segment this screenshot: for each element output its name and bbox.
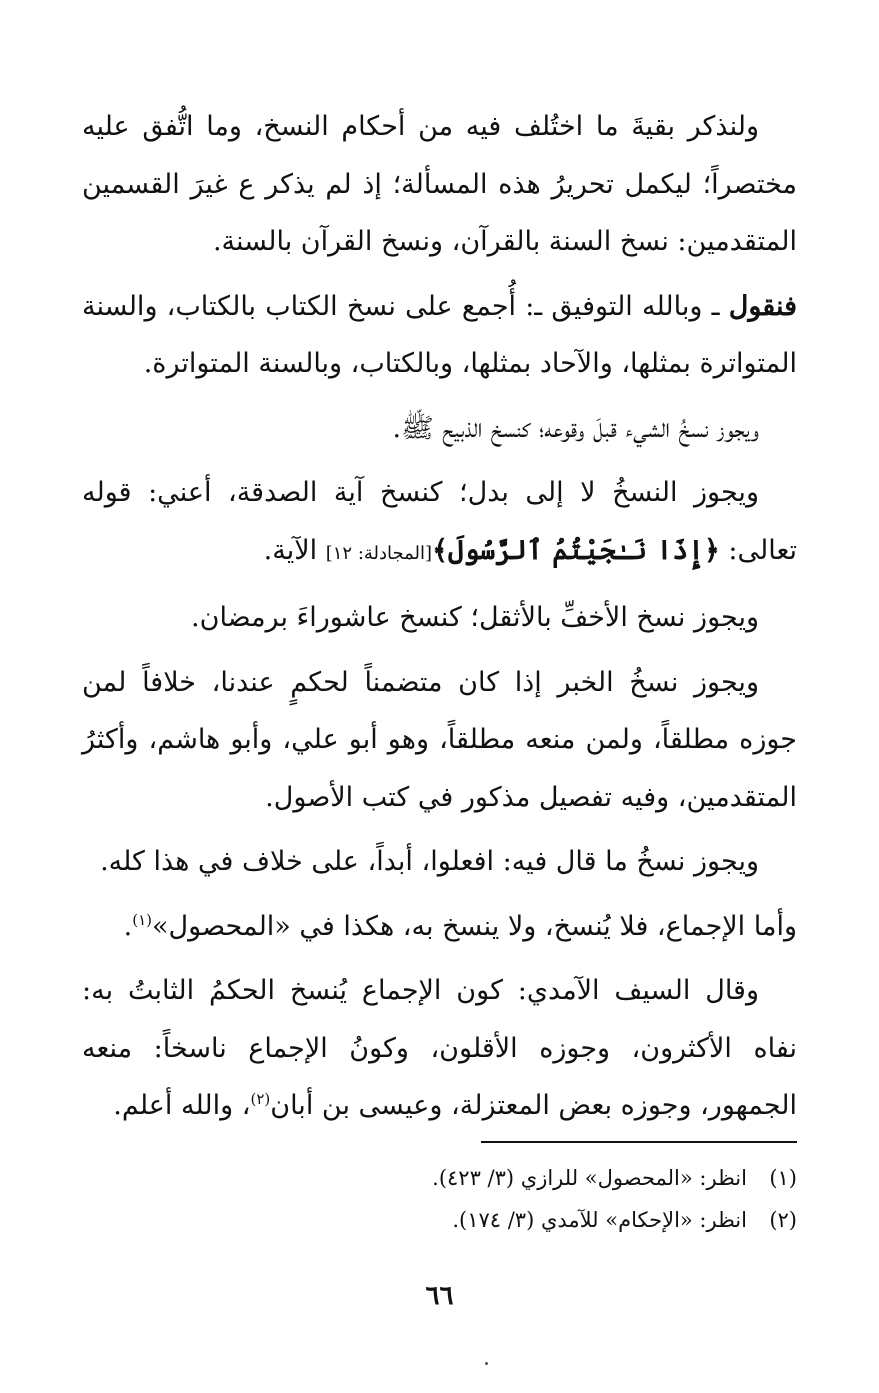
paragraph-text: ـ وبالله التوفيق ـ: أُجمع على نسخ الكتاب بالكتاب، والسنة المتواترة بمثلها، والآحاد بمثلها، وبالكتاب، وبالسنة المتواترة. [82, 290, 797, 379]
paragraph [82, 589, 797, 647]
body-text [82, 98, 797, 1142]
paragraph-text: وأما الإجماع، فلا يُنسخ، ولا ينسخ به، هكذا في «المحصول» [152, 910, 797, 942]
paragraph [82, 464, 797, 582]
paragraph [82, 898, 797, 956]
page-number: ٦٦ [425, 1281, 454, 1311]
quran-verse: ﴿إِذَا نَـٰجَيْتُمُ ٱلرَّسُولَ﴾ [432, 534, 720, 566]
paragraph [82, 98, 797, 271]
paragraph-text: ويجوز النسخُ لا إلى بدل؛ كنسخ آية الصدقة، أعني: قوله تعالى: [82, 477, 797, 566]
footnote-marker[interactable]: (٢) [250, 1090, 271, 1108]
paragraph-text: ويجوز نسخُ الشيء قبلَ وقوعه؛ كنسخ الذبيح ﷺ. [392, 412, 759, 444]
paragraph-text: وقال السيف الآمدي: كون الإجماع يُنسخ الحكمُ الثابتُ به: نفاه الأكثرون، وجوزه الأقلون، وكونُ الإجماع ناسخاً: منعه الجمهور، وجوزه بعض المعتزلة، وعيسى بن أبان [82, 975, 797, 1121]
footnote [82, 1199, 797, 1241]
footnote-text: انظر: «المحصول» للرازي (٣/ ٤٢٣). [432, 1166, 747, 1190]
verse-reference: [المجادلة: ١٢] [325, 542, 433, 564]
footnote-divider [481, 1141, 797, 1143]
paragraph [82, 833, 797, 891]
paragraph [82, 962, 797, 1135]
paragraph [82, 654, 797, 827]
footnotes [82, 1157, 797, 1241]
footnote [82, 1157, 797, 1199]
paragraph-lead: فنقول [728, 290, 797, 322]
paragraph-text: ويجوز نسخُ ما قال فيه: افعلوا، أبداً، على خلاف في هذا كله. [100, 846, 759, 877]
paragraph-tail: ، والله أعلم. [113, 1090, 251, 1121]
paragraph [82, 400, 797, 458]
footnote-text: انظر: «الإحكام» للآمدي (٣/ ١٧٤). [452, 1208, 747, 1232]
paragraph-text: ولنذكر بقيةَ ما اختُلف فيه من أحكام النسخ، وما اتُّفق عليه مختصراً؛ ليكمل تحريرُ هذه المسألة؛ إذ لم يذكر ع غيرَ القسمين المتقدمين: نسخ السنة بالقرآن، ونسخ القرآن بالسنة. [82, 111, 797, 257]
paragraph-text: ويجوز نسخ الأخفِّ بالأثقل؛ كنسخ عاشوراءَ برمضان. [191, 602, 759, 633]
scan-speck [485, 1362, 488, 1365]
footnote-number: (٢) [769, 1208, 797, 1232]
footnote-marker[interactable]: (١) [132, 910, 153, 929]
paragraph-text: ويجوز نسخُ الخبر إذا كان متضمناً لحكمٍ عندنا، خلافاً لمن جوزه مطلقاً، ولمن منعه مطلقاً، وهو أبو علي، وأبو هاشم، وأكثرُ المتقدمين، وفيه تفصيل مذكور في كتب الأصول. [82, 666, 797, 813]
footnote-number: (١) [769, 1166, 797, 1190]
paragraph [82, 278, 797, 393]
paragraph-tail: . [123, 910, 133, 942]
paragraph-tail: الآية. [263, 534, 326, 566]
